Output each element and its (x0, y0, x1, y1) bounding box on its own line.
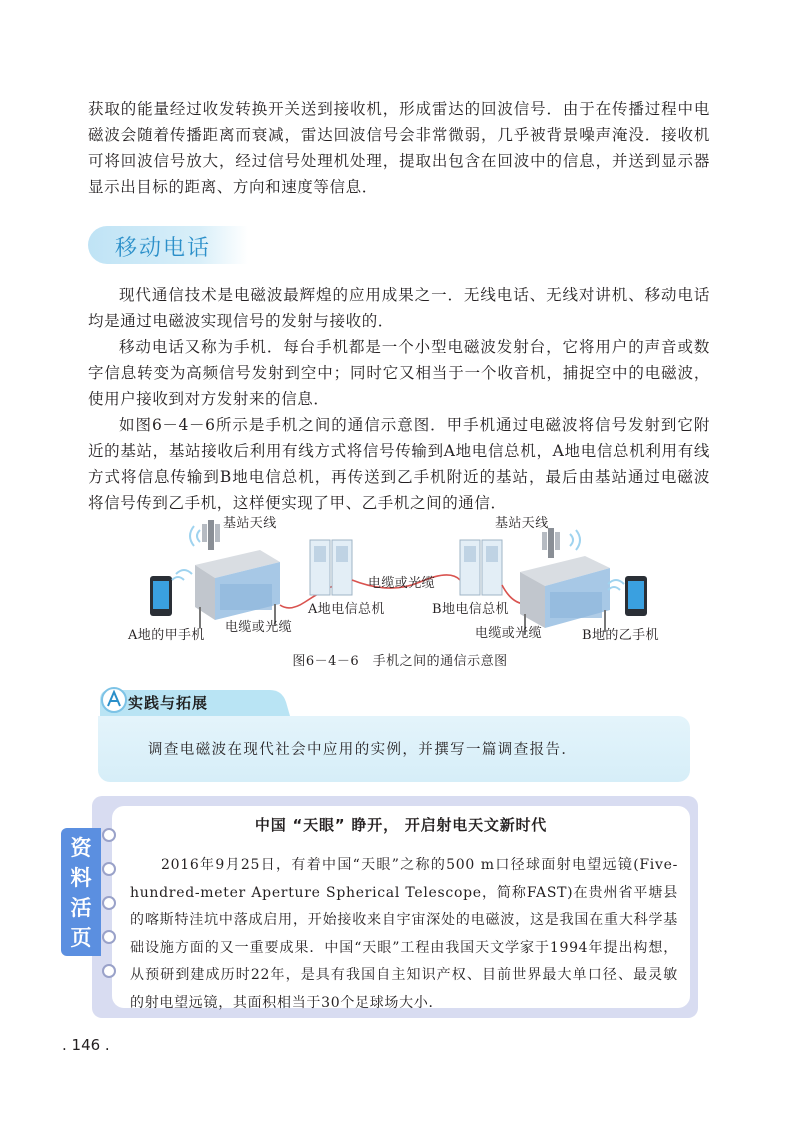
label-exchange-b: B地电信总机 (432, 602, 509, 617)
binder-ring-icon (102, 862, 116, 876)
label-phone-b: B地的乙手机 (582, 628, 659, 643)
phone-b-icon (625, 576, 647, 616)
label-antenna-right: 基站天线 (495, 516, 549, 531)
binder-ring-icon (102, 930, 116, 944)
body-paragraph-1: 现代通信技术是电磁波最辉煌的应用成果之一．无线电话、无线对讲机、移动电话均是通过电磁波实现信号的发射与接收的． (88, 286, 710, 330)
label-exchange-a: A地电信总机 (308, 602, 385, 617)
section-heading (88, 226, 248, 264)
side-tab-char: 料 (70, 866, 92, 890)
figure-caption: 图6－4－6 手机之间的通信示意图 (292, 654, 508, 669)
binder-ring-icon (102, 896, 116, 910)
exchange-b-icon (460, 540, 502, 595)
label-cable-middle: 电缆或光缆 (368, 576, 436, 591)
base-station-right-icon (520, 528, 610, 635)
practice-text: 调查电磁波在现代社会中应用的实例，并撰写一篇调查报告． (148, 742, 578, 758)
body-paragraph-2: 移动电话又称为手机．每台手机都是一个小型电磁波发射台，它将用户的声音或数字信息转变为高频信号发射到空中；同时它又相当于一个收音机，捕捉空中的电磁波，使用户接收到对方发射来的信息． (88, 338, 710, 408)
side-tab-char: 页 (70, 926, 92, 950)
practice-label: 实践与拓展 (128, 694, 209, 712)
section-title: 移动电话 (115, 236, 212, 261)
label-cable-left: 电缆或光缆 (225, 620, 293, 635)
body-paragraph-3: 如图6－4－6所示是手机之间的通信示意图．甲手机通过电磁波将信号发射到它附近的基站，基站接收后利用有线方式将信号传输到A地电信总机，A地电信总机利用有线方式将信息传输到B地电信总机，再传送到乙手机附近的基站，最后由基站通过电磁波将信号传到乙手机，这样便实现了甲、乙手机之间的通信． (88, 416, 710, 512)
phone-a-icon (150, 576, 172, 616)
reading-side-tab (61, 828, 101, 956)
side-tab-char: 资 (70, 836, 92, 860)
label-phone-a: A地的甲手机 (128, 628, 205, 643)
binder-ring-icon (102, 964, 116, 978)
reading-title: 中国 “天眼” 睁开， 开启射电天文新时代 (254, 816, 548, 834)
page-number: . 146 . (62, 1036, 110, 1054)
label-cable-right: 电缆或光缆 (475, 626, 543, 641)
base-station-left-icon (195, 520, 280, 628)
side-tab-char: 活 (70, 896, 92, 920)
top-paragraph: 获取的能量经过收发转换开关送到接收机，形成雷达的回波信号．由于在传播过程中电磁波会随着传播距离而衰减，雷达回波信号会非常微弱，几乎被背景噪声淹没．接收机可将回波信号放大，经过信号处理机处理，提取出包含在回波中的信息，并送到显示器显示出目标的距离、方向和速度等信息． (88, 100, 710, 196)
reading-body: 2016年9月25日，有着中国“天眼”之称的500 m口径球面射电望远镜(Five-hundred-meter Aperture Spherical Telescope，简称FAST)在贵州省平塘县的喀斯特洼坑中落成启用，开始接收来自宇宙深处的电磁波，这是我国在重大科学基础设施方面的又一重要成果．中国“天眼”工程由我国天文学家于1994年提出构想，从预研到建成历时22年，是具有我国自主知识产权、目前世界最大单口径、最灵敏的射电望远镜，其面积相当于30个足球场大小． (130, 857, 678, 1011)
communication-diagram (120, 510, 680, 645)
label-antenna-left: 基站天线 (223, 516, 277, 531)
